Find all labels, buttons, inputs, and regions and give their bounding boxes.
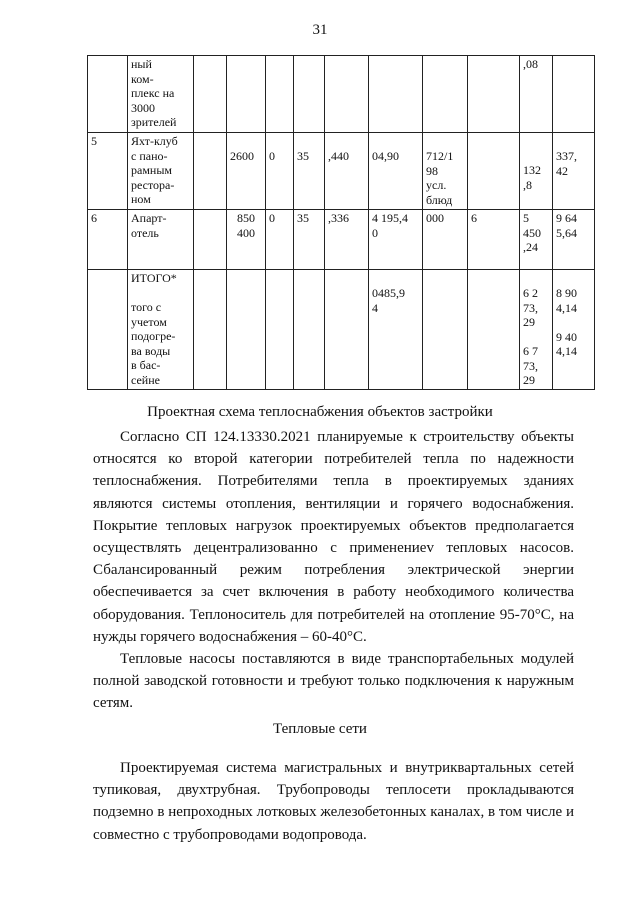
table-cell: 8 90 4,14 9 40 4,14 [553,270,595,390]
table-cell [294,56,325,133]
table-row [88,56,595,133]
table-cell [325,270,369,390]
table-cell [423,270,468,390]
table-cell: 9 64 5,64 [553,210,595,270]
table-row [88,210,595,270]
table-cell [227,270,266,390]
table-cell [266,56,294,133]
table-cell: 0485,9 4 [369,270,423,390]
table-cell: ,336 [325,210,369,270]
table-cell: 35 [294,210,325,270]
table-cell: 712/1 98 усл. блюд [423,133,468,210]
table-cell [423,56,468,133]
table-row [88,133,595,210]
table-cell [325,56,369,133]
table-cell-name: Апарт- отель [128,210,194,270]
table-cell: ,440 [325,133,369,210]
paragraph: Тепловые насосы поставляются в виде транспортабельных модулей полной заводской готовности и требуют только подключения к наружным сетям. [93,651,574,712]
table-cell [468,56,520,133]
table-cell: 6 2 73, 29 6 7 73, 29 [520,270,553,390]
table-cell [194,210,227,270]
table-cell: 0 [266,210,294,270]
table-cell [294,270,325,390]
table-cell [266,270,294,390]
section-title-heat-networks: Тепловые сети [273,721,367,737]
table-cell: 04,90 [369,133,423,210]
table-cell-no: 6 [88,210,128,270]
table-cell [369,56,423,133]
table-cell [468,133,520,210]
paragraph: Проектируемая система магистральных и внутриквартальных сетей тупиковая, двухтрубная. Трубопроводы теплосети прокладываются подземно в непроходных лотковых железобетонных каналах, в том числе и совместно с трубопроводами водопровода. [93,760,574,843]
paragraph: Согласно СП 124.13330.2021 планируемые к строительству объекты относятся ко второй категории потребителей тепла по надежности теплоснабжения. Потребителями тепла в проектируемых зданиях являются системы отопления, вентиляции и горячего водоснабжения. Покрытие тепловых нагрузок проектируемых объектов предполагается осуществлять децентрализованно с применениеv тепловых насосов. Сбалансированный режим потребления электрической энергии обеспечивается за счет включения в работу необходимого количества оборудования. Теплоноситель для потребителей на отопление 95-70°С, на нужды горячего водоснабжения – 60-40°С. [93,429,574,645]
table-cell-no [88,270,128,390]
table-cell [194,56,227,133]
table-cell-no: 5 [88,133,128,210]
table-cell [553,56,595,133]
table-cell: 35 [294,133,325,210]
table-cell [194,133,227,210]
table-cell-no [88,56,128,133]
table-cell-name: ИТОГО* того с учетом подогре- ва воды в бас- сейне [128,270,194,390]
table-cell: 5 450 ,24 [520,210,553,270]
table-cell [227,56,266,133]
table-cell: 0 [266,133,294,210]
table-cell: 132 ,8 [520,133,553,210]
table-cell: 2600 [227,133,266,210]
table-cell-name: Яхт-клуб с пано- рамным рестора- ном [128,133,194,210]
page-number: 31 [312,22,328,38]
table-cell-name: ный ком- плекс на 3000 зрителей [128,56,194,133]
heat-load-table [87,55,595,390]
table-cell [194,270,227,390]
table-cell: 000 [423,210,468,270]
table-row-total [88,270,595,390]
table-cell: 6 [468,210,520,270]
table-cell: 337, 42 [553,133,595,210]
table-cell: 4 195,4 0 [369,210,423,270]
table-cell [468,270,520,390]
section-title-heat-supply: Проектная схема теплоснабжения объектов застройки [147,404,493,420]
table-cell: ,08 [520,56,553,133]
table-cell: 850 400 [227,210,266,270]
